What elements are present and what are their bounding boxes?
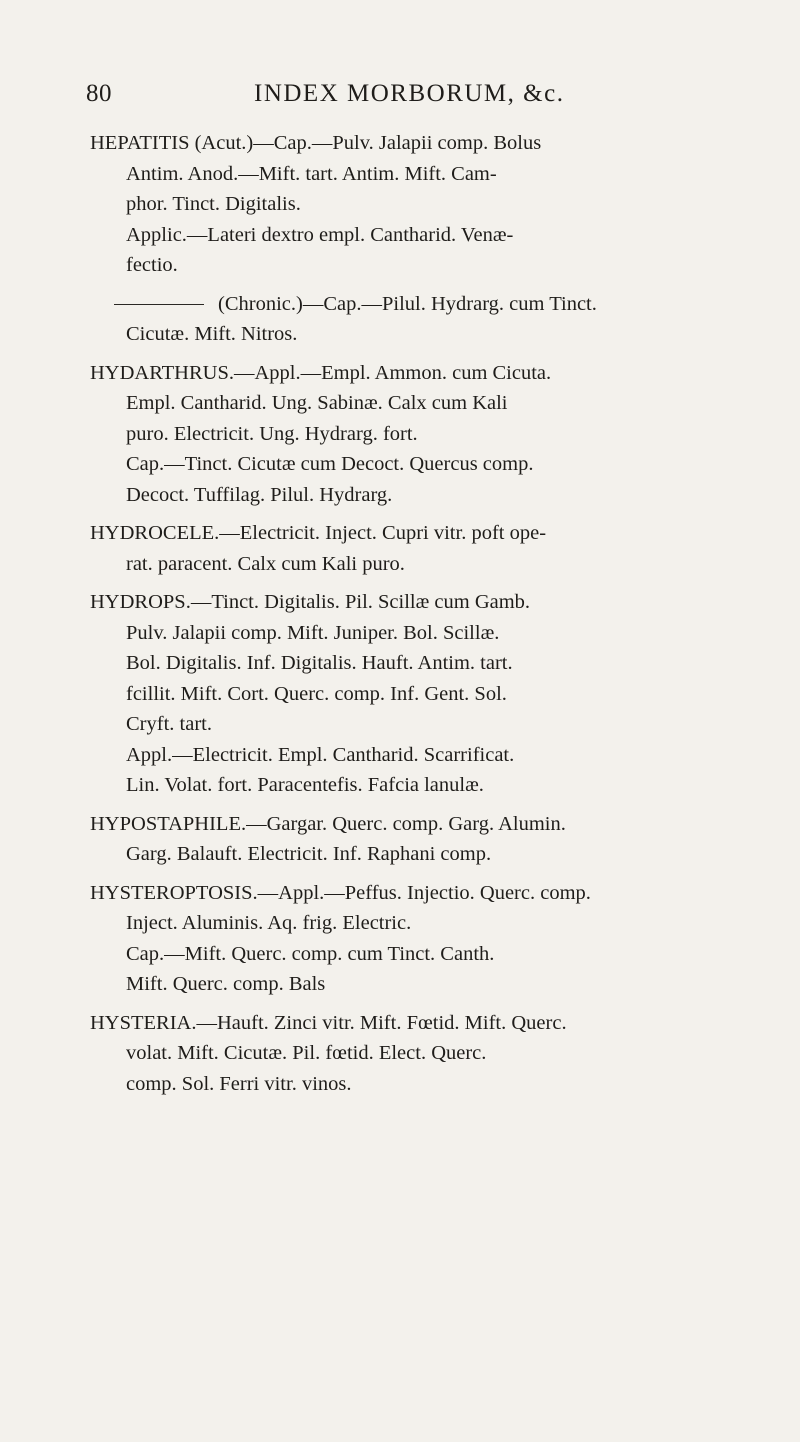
index-entry-hysteroptosis: [90, 878, 760, 1000]
entry-line: fectio.: [126, 254, 178, 276]
entry-line: rat. paracent. Calx cum Kali puro.: [126, 552, 405, 575]
index-entry-hypostaphile: [90, 809, 760, 870]
entry-line: Appl.—Electricit. Empl. Cantharid. Scarrificat.: [126, 743, 515, 766]
entry-line: Bol. Digitalis. Inf. Digitalis. Hauft. Antim. tart.: [126, 652, 513, 674]
ditto-dash: [114, 304, 204, 306]
entry-line: Inject. Aluminis. Aq. frig. Electric.: [126, 912, 412, 934]
entry-line: Pulv. Jalapii comp. Mift. Juniper. Bol. Scillæ.: [126, 621, 500, 644]
entry-line: puro. Electricit. Ung. Hydrarg. fort.: [126, 422, 418, 445]
entry-line: HYDROPS.—Tinct. Digitalis. Pil. Scillæ cum Gamb.: [90, 591, 531, 613]
entry-line: Cicutæ. Mift. Nitros.: [126, 323, 298, 345]
entry-line: Garg. Balauft. Electricit. Inf. Raphani comp.: [126, 843, 492, 865]
index-entry-hydarthrus: [90, 358, 760, 511]
index-entry-hepatitis: [90, 128, 760, 281]
index-entry-hepatitis-chronic: [90, 289, 760, 350]
entry-line: Applic.—Lateri dextro empl. Cantharid. Venæ-: [126, 223, 514, 246]
entry-line: HEPATITIS (Acut.)—Cap.—Pulv. Jalapii comp. Bolus: [90, 132, 542, 154]
index-entry-hydrocele: [90, 518, 760, 579]
entry-line: HYPOSTAPHILE.—Gargar. Querc. comp. Garg. Alumin.: [90, 812, 566, 835]
entry-line-text: (Chronic.)—Cap.—Pilul. Hydrarg. cum Tinct.: [218, 292, 597, 315]
entry-line: Antim. Anod.—Mift. tart. Antim. Mift. Cam-: [126, 162, 497, 185]
entry-line: Mift. Querc. comp. Bals: [126, 973, 326, 995]
entry-line: Empl. Cantharid. Ung. Sabinæ. Calx cum Kali: [126, 392, 508, 414]
running-title: INDEX MORBORUM, &c.: [254, 80, 565, 107]
index-entry-hysteria: [90, 1008, 760, 1100]
entry-line: HYDARTHRUS.—Appl.—Empl. Ammon. cum Cicuta.: [90, 361, 552, 384]
entry-line: HYSTERIA.—Hauft. Zinci vitr. Mift. Fœtid. Mift. Querc.: [90, 1011, 567, 1034]
entry-line: phor. Tinct. Digitalis.: [126, 193, 301, 215]
index-entries: [90, 128, 760, 1107]
entry-line: [90, 289, 760, 320]
entry-line: Lin. Volat. fort. Paracentefis. Fafcia lanulæ.: [126, 774, 484, 796]
entry-line: volat. Mift. Cicutæ. Pil. fœtid. Elect. Querc.: [126, 1042, 487, 1064]
index-entry-hydrops: [90, 587, 760, 801]
page-number: 80: [86, 80, 112, 107]
entry-line: fcillit. Mift. Cort. Querc. comp. Inf. Gent. Sol.: [126, 682, 507, 705]
page-header: [86, 80, 586, 110]
entry-line: Decoct. Tuffilag. Pilul. Hydrarg.: [126, 483, 393, 506]
entry-line: Cap.—Mift. Querc. comp. cum Tinct. Canth.: [126, 942, 495, 965]
entry-line: comp. Sol. Ferri vitr. vinos.: [126, 1072, 352, 1095]
entry-line: Cryft. tart.: [126, 713, 212, 735]
entry-line: HYDROCELE.—Electricit. Inject. Cupri vitr. poft ope-: [90, 522, 547, 544]
entry-line: HYSTEROPTOSIS.—Appl.—Peffus. Injectio. Querc. comp.: [90, 881, 591, 904]
entry-line: Cap.—Tinct. Cicutæ cum Decoct. Quercus comp.: [126, 453, 534, 475]
